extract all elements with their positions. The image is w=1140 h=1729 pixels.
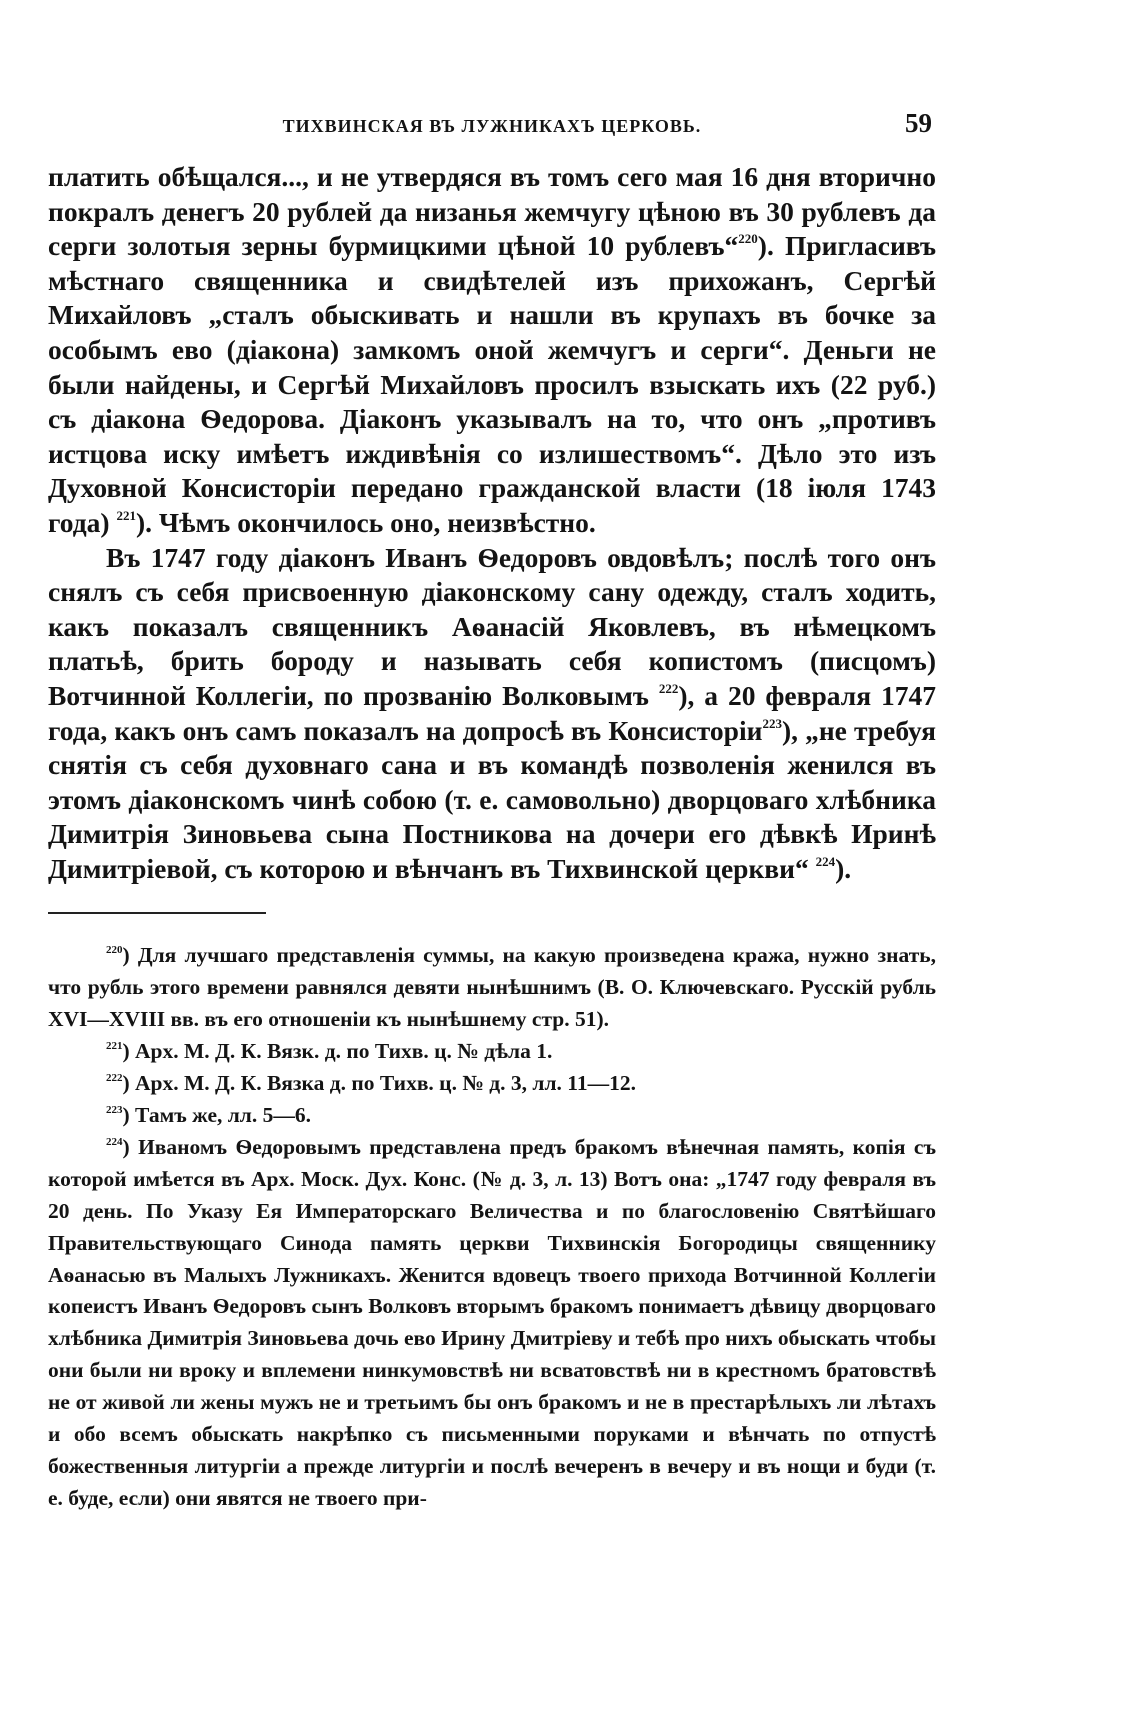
footnote-number: 222	[106, 1072, 123, 1085]
footnote-text: ) Тамъ же, лл. 5—6.	[122, 1103, 311, 1127]
footnote-224	[48, 1132, 936, 1515]
page-number: 59	[905, 108, 932, 138]
footnote-number: 224	[106, 1135, 123, 1148]
text-run: платить обѣщался..., и не утвердяся въ томъ сего мая 16 дня вторично покралъ денегъ 20 рублей да низанья жемчугу цѣною въ 30 рублевъ да серги золотыя зерны бурмицкими цѣной 10 рублевъ“	[48, 161, 936, 262]
footnote-number: 220	[106, 944, 123, 957]
text-run: ), „не требуя снятія съ себя духовнаго сана и въ командѣ позволенія женился въ этомъ діаконскомъ чинѣ собою (т. е. самовольно) дворцоваго хлѣбника Димитрія Зиновьева сына Постникова на дочери его дѣвкѣ Иринѣ Димитріевой, съ которою и вѣнчанъ въ Тихвинской церкви“	[48, 714, 937, 884]
text-run: ).	[835, 852, 852, 884]
running-head: ТИХВИНСКАЯ ВЪ ЛУЖНИКАХЪ ЦЕРКОВЬ.	[282, 116, 702, 136]
footnote-222	[48, 1068, 936, 1100]
text-run: ). Чѣмъ окончилось оно, неизвѣстно.	[135, 506, 596, 538]
footnote-number: 223	[106, 1104, 123, 1116]
footnote-ref-220: 220	[738, 231, 758, 247]
footnote-text: ) Арх. М. Д. К. Вязка д. по Тихв. ц. № д. 3, лл. 11—12.	[122, 1071, 636, 1096]
footnote-ref-223: 223	[762, 715, 782, 731]
book-page	[48, 108, 936, 1515]
text-run: ), а 20 февраля 1747 года, какъ онъ самъ показалъ на допросѣ въ Консисторіи	[48, 679, 937, 746]
footnote-text: ) Арх. М. Д. К. Вязк. д. по Тихв. ц. № дѣла 1.	[122, 1039, 553, 1064]
footnote-number: 221	[106, 1040, 123, 1053]
footnote-223	[48, 1100, 936, 1132]
footnote-220	[48, 940, 936, 1036]
footnotes	[48, 940, 936, 1514]
footnote-ref-221: 221	[116, 507, 136, 523]
text-run: ). Пригласивъ мѣстнаго священника и свидѣтелей изъ прихожанъ, Сергѣй Михайловъ „сталъ обыскивать и нашли въ крупахъ въ бочке за особымъ ево (діакона) замкомъ оной жемчугъ и серги“. Деньги не были найдены, и Сергѣй Михайловъ просилъ взыскать ихъ (22 руб.) съ діакона Ѳедорова. Діаконъ указывалъ на то, что онъ „противъ истцова иску имѣетъ иждивѣнія со излишествомъ“. Дѣло это изъ Духовной Консисторіи передано гражданской власти (18 іюля 1743 года)	[48, 230, 936, 538]
footnote-221	[48, 1036, 936, 1068]
footnote-separator	[48, 912, 266, 914]
paragraph-1	[48, 160, 936, 541]
main-text	[48, 160, 936, 886]
paragraph-2	[48, 541, 936, 887]
footnote-ref-224: 224	[815, 853, 836, 869]
text-run: Въ 1747 году діаконъ Иванъ Ѳедоровъ овдовѣлъ; послѣ того онъ снялъ съ себя присвоенную діаконскому сану одежду, сталъ ходить, какъ показалъ священникъ Аѳанасій Яковлевъ, въ нѣмецкомъ платьѣ, брить бороду и называть себя копистомъ (писцомъ) Вотчинной Коллегіи, по прозванію Волковымъ	[48, 541, 936, 711]
footnote-text: ) Для лучшаго представленія суммы, на какую произведена кража, нужно знать, что рубль этого времени равнялся девяти нынѣшнимъ (В. О. Ключевскаго. Русскій рубль XVI—XVIII вв. въ его отношеніи къ нынѣшнему стр. 51).	[48, 943, 936, 1032]
footnote-text: ) Иваномъ Ѳедоровымъ представлена предъ бракомъ вѣнечная память, копія съ которой имѣется въ Арх. Моск. Дух. Конс. (№ д. 3, л. 13) Вотъ она: „1747 году февраля въ 20 день. По Указу Ея Императорскаго Величества и по благословенію Святѣйшаго Правительствующаго Синода память церкви Тихвинскія Богородицы священнику Аѳанасью въ Малыхъ Лужникахъ. Женится вдовецъ твоего прихода Вотчинной Коллегіи копеистъ Иванъ Ѳедоровъ сынъ Волковъ вторымъ бракомъ понимаетъ дѣвицу дворцоваго хлѣбника Димитрія Зиновьева дочь ево Ирину Дмитріеву и тебѣ про нихъ обыскать чтобы они были ни вроку и вплемени нинкумовствѣ ни всватовствѣ ни в крестномъ братовствѣ не от живой ли жены мужъ не и третьимъ бы онъ бракомъ и не в престарѣлыхъ ли лѣтахъ и обо всемъ обыскать накрѣпко съ письменными поруками и вѣнчать по отпустѣ божественныя литургіи а прежде литургіи и послѣ вечеренъ в вечеру и въ нощи и буди (т. е. буде, если) они явятся не твоего при-	[48, 1134, 936, 1510]
footnote-ref-222: 222	[658, 680, 679, 696]
page-header	[48, 108, 936, 148]
